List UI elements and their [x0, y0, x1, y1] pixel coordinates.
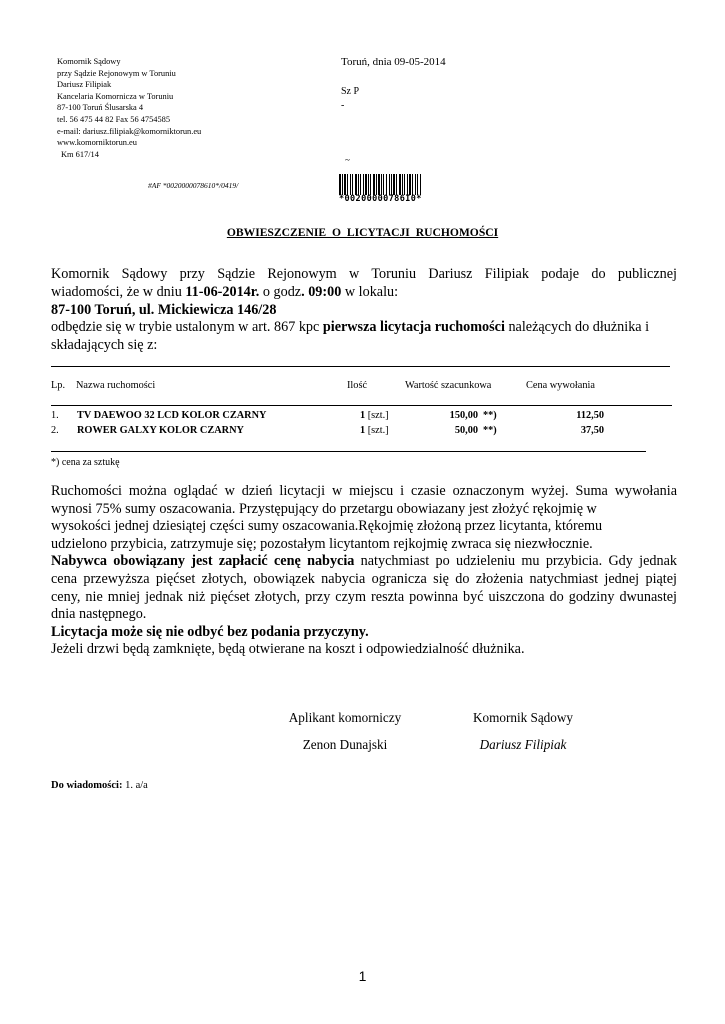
row-item-name: TV DAEWOO 32 LCD KOLOR CZARNY [77, 410, 267, 421]
signature-right-title: Komornik Sądowy [472, 710, 573, 725]
notify-value: 1. a/a [122, 780, 148, 791]
sender-line: Kancelaria Komornicza w Toruniu [57, 91, 174, 101]
barcode-bars [339, 174, 459, 195]
terms-line [51, 553, 677, 571]
intro-text: w lokalu: [341, 283, 399, 300]
sender-line: tel. 56 475 44 82 Fax 56 4754585 [57, 114, 171, 124]
intro-text: o godz [259, 283, 302, 300]
row-lp: 1. [51, 410, 59, 421]
row-price: 112,50 [576, 410, 604, 421]
case-number: Km 617/14 [61, 149, 99, 159]
barcode [339, 174, 459, 204]
table-header-rule [51, 405, 672, 406]
intro-line [51, 319, 677, 337]
terms-line: wynosi 75% sumy oszacowania. Przystępujący do przetargu obowiazany jest złożyć rękojmię w [51, 500, 597, 517]
intro-line [51, 284, 677, 302]
sender-line: e-mail: dariusz.filipiak@komorniktorun.eu [57, 126, 202, 136]
terms-paragraph [51, 483, 677, 659]
table-bottom-rule [51, 451, 646, 452]
signature-right-name: Dariusz Filipiak [479, 737, 567, 752]
col-header-value: Wartość szacunkowa [405, 380, 492, 391]
terms-line: ceny, nie mniej jednak niż pięćset złotych, przy czym reszta powinna być uiszczona do godziny dwunastej [51, 588, 677, 605]
sender-line: Dariusz Filipiak [57, 80, 112, 90]
row-qty-value: 1 [360, 410, 366, 421]
col-header-lp: Lp. [51, 380, 66, 391]
row-qty [360, 410, 389, 421]
terms-line: dnia następnego. [51, 606, 147, 623]
page-number: 1 [358, 968, 367, 984]
terms-line: Jeżeli drzwi będą zamknięte, będą otwierane na koszt i odpowiedzialność dłużnika. [51, 641, 525, 658]
row-qty [360, 425, 389, 436]
cancellation-notice: Licytacja może się nie odbyć bez podania przyczyny. [51, 623, 369, 640]
row-lp: 2. [51, 425, 59, 436]
notify-label: Do wiadomości: [51, 780, 123, 791]
footnote: *) cena za sztukę [51, 457, 120, 468]
sender-line: www.komorniktorun.eu [57, 138, 137, 148]
terms-line: cena przewyższa pięćset złotych, obowiązek nabycia ogranicza się do złożenia natychmiast jednej piątej [51, 570, 677, 587]
notify-line [51, 780, 148, 791]
row-value-mark: **) [483, 410, 497, 421]
row-price: 37,50 [580, 425, 604, 436]
intro-text: należących do dłużnika i [504, 319, 650, 336]
page-title: OBWIESZCZENIE O LICYTACJI RUCHOMOŚCI [226, 226, 499, 239]
signature-left-title: Aplikant komorniczy [288, 710, 402, 725]
signature-left-name: Zenon Dunajski [302, 737, 388, 752]
auction-type: pierwsza licytacja ruchomości [322, 319, 505, 336]
intro-line: składających się z: [51, 337, 158, 354]
intro-text: odbędzie się w trybie ustalonym w art. 867 kpc [51, 319, 323, 336]
intro-paragraph [51, 266, 677, 355]
row-qty-unit: [szt.] [367, 410, 389, 421]
marker-tilde: ~ [345, 155, 350, 165]
document-code: #AF *0020000078610*/0419/ [148, 181, 239, 190]
row-item-name: ROWER GALXY KOLOR CZARNY [77, 425, 244, 436]
intro-text: wiadomości, że w dniu [51, 283, 186, 300]
row-qty-unit: [szt.] [367, 425, 389, 436]
marker-dot: - [341, 100, 345, 111]
recipient-label: Sz P [341, 86, 360, 97]
terms-line: udzielono przybicia, zatrzymuje się; pozostałym licytantom rejkojmię zwraca się niezwłocznie. [51, 535, 593, 552]
terms-line: Ruchomości można oglądać w dzień licytacji w miejscu i czasie oznaczonym wyżej. Suma wywołania [51, 483, 677, 499]
col-header-qty: Ilość [347, 380, 368, 391]
place-date: Toruń, dnia 09-05-2014 [341, 56, 446, 68]
intro-line: Komornik Sądowy przy Sądzie Rejonowym w Toruniu Dariusz Filipiak podaje do publicznej [51, 266, 677, 282]
row-value: 150,00 [449, 410, 478, 421]
col-header-price: Cena wywołania [526, 380, 595, 391]
table-top-rule [51, 366, 670, 367]
barcode-text: *00200000786I0* [339, 194, 422, 204]
row-value: 50,00 [454, 425, 478, 436]
sender-line: przy Sądzie Rejonowym w Toruniu [57, 68, 176, 78]
terms-line: wysokości jednej dziesiątej części sumy oszacowania.Rękojmię złożoną przez licytanta, któremu [51, 518, 603, 535]
terms-text: natychmiast po udzieleniu mu przybicia. Gdy jednak [354, 553, 677, 570]
row-qty-value: 1 [360, 425, 366, 436]
col-header-name: Nazwa ruchomości [76, 380, 156, 391]
sender-line: 87-100 Toruń Ślusarska 4 [57, 103, 144, 113]
auction-time: . 09:00 [301, 283, 342, 300]
auction-address: 87-100 Toruń, ul. Mickiewicza 146/28 [51, 301, 277, 318]
auction-date: 11-06-2014r. [185, 283, 260, 300]
row-value-mark: **) [483, 425, 497, 436]
sender-line: Komornik Sądowy [57, 57, 121, 66]
sender-block [57, 56, 201, 160]
payment-obligation: Nabywca obowiązany jest zapłacić cenę nabycia [51, 553, 355, 570]
